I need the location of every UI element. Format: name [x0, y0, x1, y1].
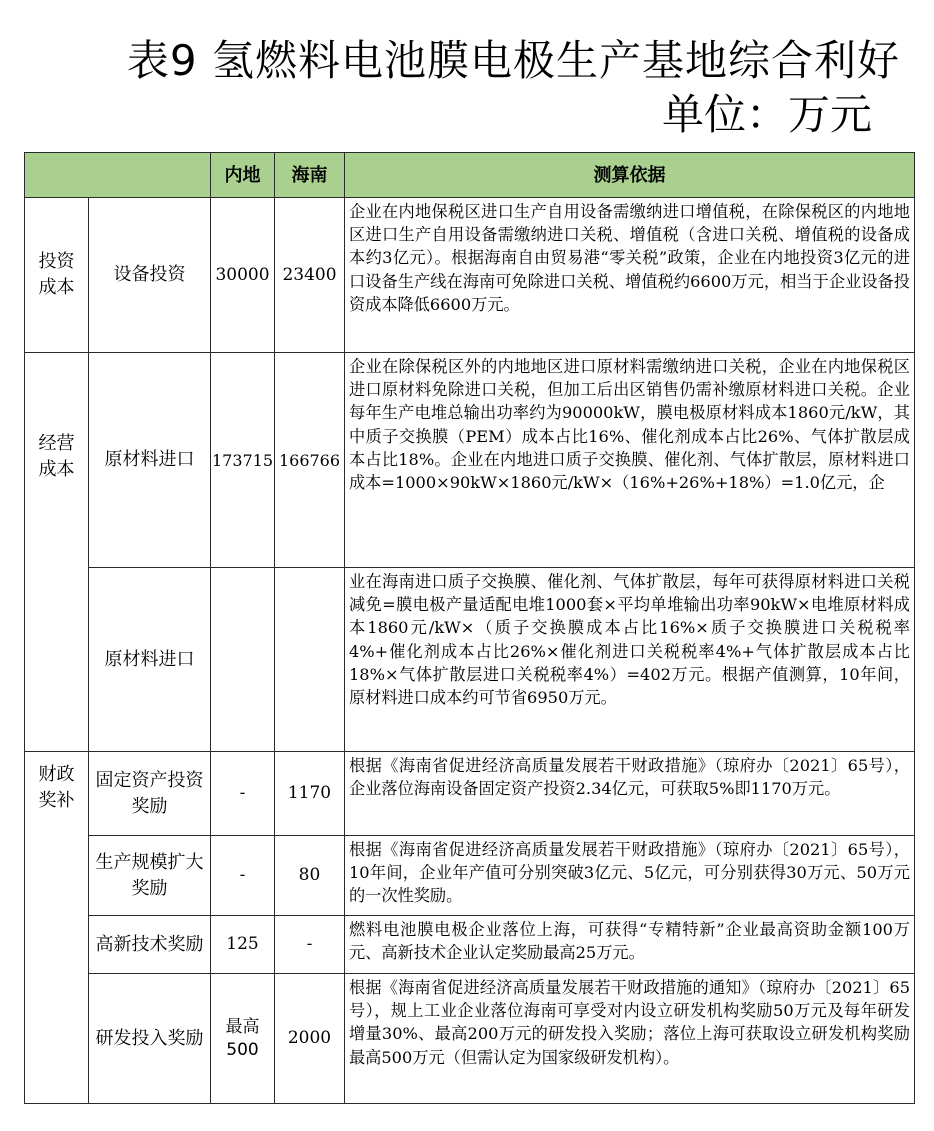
item-cell: 原材料进口 [89, 353, 211, 568]
category-cell [25, 353, 89, 752]
table-row [25, 568, 915, 752]
inland-value [211, 974, 275, 1104]
hainan-value [275, 568, 345, 752]
inland-value: 173715 [211, 353, 275, 568]
inland-value: 125 [211, 916, 275, 974]
category-cell [25, 198, 89, 353]
header-basis: 测算依据 [345, 153, 915, 198]
table-row [25, 353, 915, 568]
inland-value: 30000 [211, 198, 275, 353]
hainan-value: 166766 [275, 353, 345, 568]
hainan-value: 2000 [275, 974, 345, 1104]
basis-text: 燃料电池膜电极企业落位上海，可获得“专精特新”企业最高资助金额100万元、高新技术企业认定奖励最高25万元。 [345, 916, 915, 974]
table-row [25, 836, 915, 916]
basis-text: 根据《海南省促进经济高质量发展若干财政措施》（琼府办〔2021〕65号），10年间，企业年产值可分别突破3亿元、5亿元，可分别获得30万元、50万元的一次性奖励。 [345, 836, 915, 916]
item-cell: 设备投资 [89, 198, 211, 353]
inland-value: - [211, 836, 275, 916]
inland-value [211, 568, 275, 752]
table-title: 表9 氢燃料电池膜电极生产基地综合利好 [126, 36, 900, 85]
basis-text: 根据《海南省促进经济高质量发展若干财政措施的通知》（琼府办〔2021〕65号），规上工业企业落位海南可享受对内设立研发机构奖励50万元及每年研发增量30%、最高200万元的研发投入奖励；落位上海可获取设立研发机构奖励最高500万元（但需认定为国家级研发机构）。 [345, 974, 915, 1104]
hainan-value: 23400 [275, 198, 345, 353]
unit-label: 单位：万元 [661, 90, 872, 139]
category-cell [25, 752, 89, 1104]
hainan-value: 1170 [275, 752, 345, 836]
table-row [25, 916, 915, 974]
table-row [25, 198, 915, 353]
hainan-value: 80 [275, 836, 345, 916]
header-blank [25, 153, 211, 198]
category-label: 经营 成本 [38, 433, 75, 480]
item-cell: 高新技术奖励 [89, 916, 211, 974]
basis-text: 业在海南进口质子交换膜、催化剂、气体扩散层，每年可获得原材料进口关税减免=膜电极产量适配电堆1000套×平均单堆输出功率90kW×电堆原材料成本1860元/kW×（质子交换膜成本占比16%×质子交换膜进口关税税率4%+催化剂成本占比26%×催化剂进口关税税率4%+气体扩散层成本占比18%×气体扩散层进口关税税率4%）=402万元。根据产值测算，10年间，原材料进口成本约可节省6950万元。 [345, 568, 915, 752]
benefit-table [24, 152, 915, 1104]
category-label: 投资 成本 [38, 251, 75, 298]
item-cell: 研发投入奖励 [89, 974, 211, 1104]
basis-text: 企业在内地保税区进口生产自用设备需缴纳进口增值税，在除保税区的内地地区进口生产自用设备需缴纳进口关税、增值税（含进口关税、增值税的设备成本约3亿元）。根据海南自由贸易港“零关税”政策，企业在内地投资3亿元的进口设备生产线在海南可免除进口关税、增值税约6600万元，相当于企业设备投资成本降低6600万元。 [345, 198, 915, 353]
table-row [25, 752, 915, 836]
table-row [25, 974, 915, 1104]
hainan-value: - [275, 916, 345, 974]
header-hainan: 海南 [275, 153, 345, 198]
header-row [25, 153, 915, 198]
basis-text: 根据《海南省促进经济高质量发展若干财政措施》（琼府办〔2021〕65号），企业落位海南设备固定资产投资2.34亿元，可获取5%即1170万元。 [345, 752, 915, 836]
item-cell: 固定资产投资奖励 [89, 752, 211, 836]
item-cell: 生产规模扩大奖励 [89, 836, 211, 916]
basis-text: 企业在除保税区外的内地地区进口原材料需缴纳进口关税，企业在内地保税区进口原材料免除进口关税，但加工后出区销售仍需补缴原材料进口关税。企业每年生产电堆总输出功率约为90000kW，膜电极原材料成本1860元/kW，其中质子交换膜（PEM）成本占比16%、催化剂成本占比26%、气体扩散层成本占比18%。企业在内地进口质子交换膜、催化剂、气体扩散层，原材料进口成本=1000×90kW×1860元/kW×（16%+26%+18%）=1.0亿元，企 [345, 353, 915, 568]
inland-value: - [211, 752, 275, 836]
category-label: 财政 奖补 [38, 764, 75, 811]
header-inland: 内地 [211, 153, 275, 198]
item-cell: 原材料进口 [89, 568, 211, 752]
inland-value-text: 最高 500 [225, 1016, 260, 1060]
